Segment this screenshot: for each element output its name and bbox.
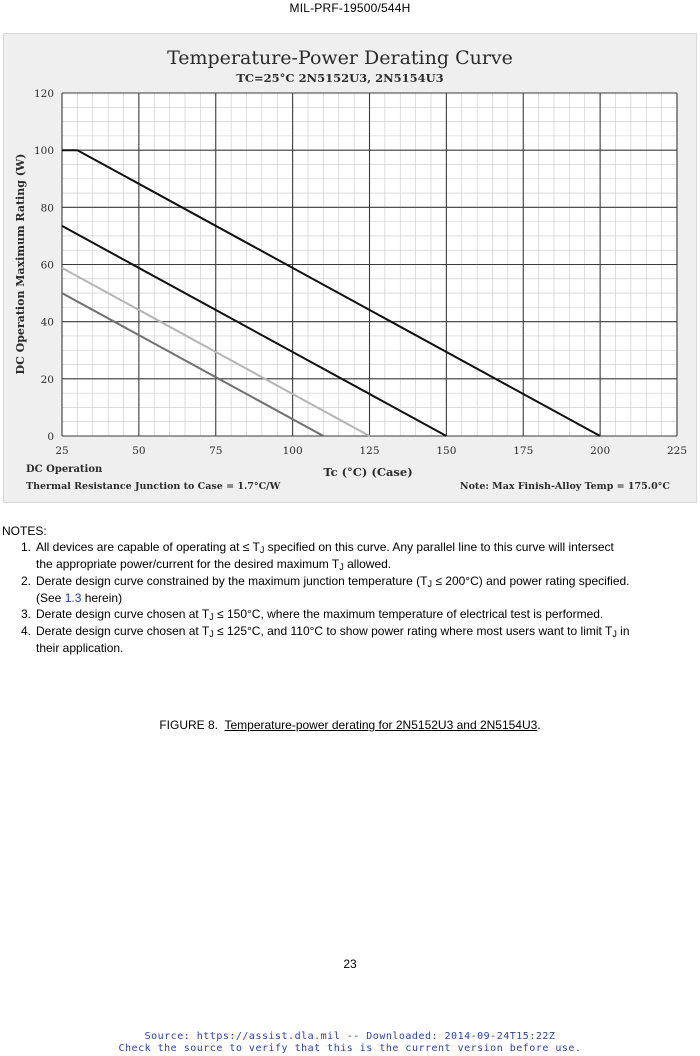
y-tick-label: 0 <box>47 431 54 443</box>
note-4 <box>0 623 700 656</box>
note-text-part: ≤ 150°C, where the maximum temperature of electrical test is performed. <box>213 607 604 621</box>
note-number: 4. <box>20 624 31 638</box>
y-tick-label: 60 <box>40 259 54 272</box>
y-tick-label: 20 <box>40 373 54 386</box>
x-tick-label: 125 <box>359 445 380 457</box>
note-3 <box>0 606 700 623</box>
subscript: J <box>259 545 265 555</box>
figure-caption-end: . <box>537 718 541 732</box>
note-text-part: Derate design curve chosen at T <box>36 624 210 638</box>
subscript: J <box>427 579 433 589</box>
figure-caption <box>0 718 700 732</box>
y-tick-label: 120 <box>33 88 54 100</box>
figure-title: Temperature-power derating for 2N5152U3 and 2N5154U3 <box>224 718 538 732</box>
note-text-part: in <box>616 624 630 638</box>
note-number: 1. <box>20 540 31 554</box>
note-text <box>36 606 696 623</box>
x-tick-label: 225 <box>666 445 688 457</box>
footer-thermal-resistance: Thermal Resistance Junction to Case = 1.7°C/W <box>26 481 281 492</box>
x-tick-label: 50 <box>132 445 146 457</box>
chart-subtitle: TC=25°C 2N5152U3, 2N5154U3 <box>236 71 444 85</box>
note-text-part: ≤ 200°C) and power rating specified. <box>432 574 630 588</box>
note-text-part: ≤ 125°C, and 110°C to show power rating where most users want to limit T <box>213 624 613 638</box>
subscript: J <box>339 562 344 572</box>
note-text-part: specified on this curve. Any parallel line to this curve will intersect <box>264 540 614 554</box>
note-text-part: All devices are capable of operating at ≤ T <box>36 540 260 554</box>
y-axis-label: DC Operation Maximum Rating (W) <box>14 153 27 375</box>
note-text <box>36 573 696 606</box>
x-axis-label: Tc (°C) (Case) <box>323 465 413 479</box>
derating-chart <box>4 34 698 504</box>
paragraph-link[interactable]: 1.3 <box>64 591 82 605</box>
notes-heading: NOTES: <box>2 524 47 538</box>
source-line: Source: https://assist.dla.mil -- Downloaded: 2014-09-24T15:22Z <box>144 1031 556 1042</box>
note-text-part: the appropriate power/current for the desired maximum T <box>36 557 340 571</box>
source-footer <box>0 1031 700 1055</box>
x-tick-label: 175 <box>513 445 534 457</box>
note-text-part: Derate design curve constrained by the maximum junction temperature (T <box>36 574 428 588</box>
note-text-part: herein) <box>81 591 123 605</box>
x-tick-label: 100 <box>282 445 303 457</box>
footer-dc-operation: DC Operation <box>26 464 103 475</box>
note-text-part: Derate design curve chosen at T <box>36 607 210 621</box>
document-header: MIL-PRF-19500/544H <box>289 1 411 15</box>
chart-title: Temperature-Power Derating Curve <box>167 47 513 69</box>
note-number: 3. <box>20 607 31 621</box>
subscript: J <box>612 629 617 639</box>
note-text-part: their application. <box>36 641 124 655</box>
source-verify-line: Check the source to verify that this is the current version before use. <box>118 1043 582 1054</box>
note-text <box>36 539 696 573</box>
subscript: J <box>209 629 214 639</box>
x-tick-label: 200 <box>590 445 611 457</box>
page-number: 23 <box>343 957 357 971</box>
notes-section <box>0 523 700 656</box>
footer-max-temp-note: Note: Max Finish-Alloy Temp = 175.0°C <box>459 481 670 492</box>
y-tick-label: 80 <box>40 202 54 215</box>
note-2 <box>0 573 700 606</box>
subscript: J <box>209 612 214 622</box>
note-text-part: allowed. <box>343 557 392 571</box>
note-1 <box>0 539 700 573</box>
x-tick-label: 25 <box>55 445 69 457</box>
note-number: 2. <box>20 574 31 588</box>
note-text <box>36 623 696 656</box>
figure-label: FIGURE 8. <box>159 718 219 732</box>
y-tick-label: 100 <box>33 145 54 158</box>
x-tick-label: 150 <box>436 445 457 457</box>
y-tick-label: 40 <box>40 316 54 329</box>
x-tick-label: 75 <box>209 445 223 457</box>
note-text-part: (See <box>36 591 65 605</box>
derating-chart-frame <box>3 33 697 503</box>
